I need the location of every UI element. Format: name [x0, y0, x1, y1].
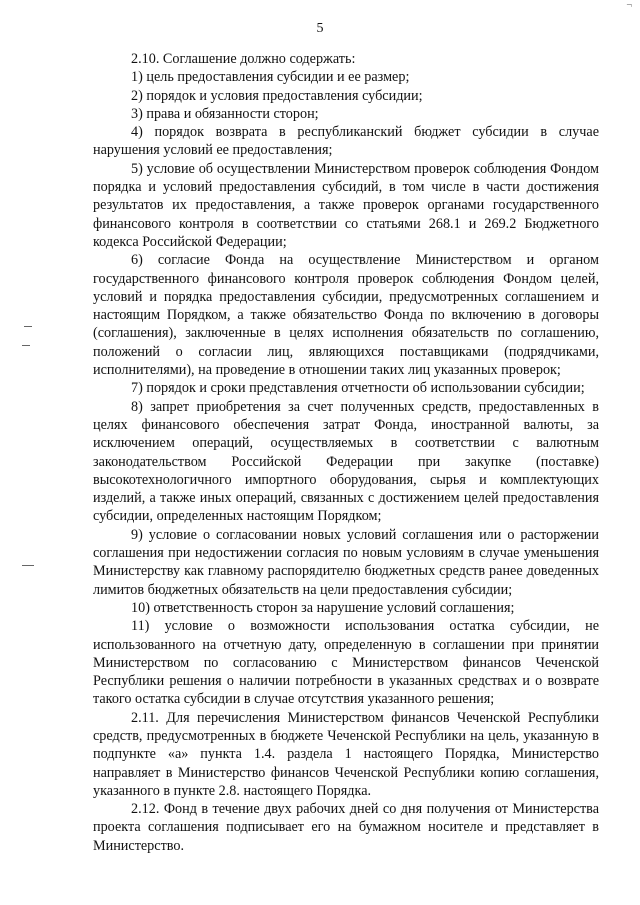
scan-mark	[24, 326, 32, 327]
paragraph: 8) запрет приобретения за счет полученных средств, предоставленных в целях финансового обеспечения затрат Фонда, иностранной валюты, за исключением операций, осуществляемых в соответствии с валютным законодательством Российской Федерации при закупке (поставке) высокотехнологичного импортного оборудования, сырья и комплектующих изделий, а также иных операций, связанных с достижением целей предоставления субсидии, определенных настоящим Порядком;	[93, 398, 599, 525]
paragraph: 2.12. Фонд в течение двух рабочих дней со дня получения от Министерства проекта соглашения подписывает его на бумажном носителе и представляет в Министерство.	[93, 801, 599, 854]
paragraph: 2.10. Соглашение должно содержать:	[131, 51, 356, 67]
paragraph: 10) ответственность сторон за нарушение условий соглашения;	[131, 599, 515, 616]
paragraph: 2) порядок и условия предоставления субсидии;	[131, 87, 423, 104]
page-number: 5	[316, 21, 324, 36]
paragraph: 6) согласие Фонда на осуществление Министерством и органом государственного финансового контроля проверок соблюдения Фондом целей, условий и порядка предоставления субсидии, предусмотренных соглашением и настоящим Порядком, а также обязательство Фонда по включению в договоры (соглашения), заключенные в целях исполнения обязательств по соглашению, положений о согласии лиц, являющихся поставщиками (подрядчиками, исполнителями), на проведение в отношении таких лиц указанных проверок;	[93, 252, 599, 379]
paragraph: 3) права и обязанности сторон;	[131, 105, 319, 122]
paragraph: 4) порядок возврата в республиканский бюджет субсидии в случае нарушения условий ее предоставления;	[93, 124, 599, 159]
scan-corner-mark: ¬	[626, 0, 632, 11]
paragraph: 5) условие об осуществлении Министерством проверок соблюдения Фондом порядка и условий предоставления субсидий, в том числе в части достижения результатов их предоставления, а также проверок органами государственного финансового контроля в соответствии со статьями 268.1 и 269.2 Бюджетного кодекса Российской Федерации;	[93, 160, 599, 250]
paragraph: 11) условие о возможности использования остатка субсидии, не использованного на отчетную дату, определенную в соглашении при принятии Министерством по согласованию с Министерством финансов Чеченской Республики решения о наличии потребности в указанных средствах и о возврате такого остатка субсидии в случае отсутствия указанного решения;	[93, 618, 599, 708]
scan-mark	[22, 565, 34, 566]
scan-mark	[22, 345, 30, 346]
document-body	[93, 50, 599, 855]
paragraph: 7) порядок и сроки представления отчетности об использовании субсидии;	[131, 380, 585, 397]
paragraph: 2.11. Для перечисления Министерством финансов Чеченской Республики средств, предусмотренных в бюджете Чеченской Республики на цель, указанную в подпункте «а» пункта 1.4. раздела 1 настоящего Порядка, Министерство направляет в Министерство финансов Чеченской Республики копию соглашения, указанного в пункте 2.8. настоящего Порядка.	[93, 709, 599, 799]
paragraph: 1) цель предоставления субсидии и ее размер;	[131, 69, 410, 86]
paragraph: 9) условие о согласовании новых условий соглашения или о расторжении соглашения при недостижении согласия по новым условиям в случае уменьшения Министерству как главному распорядителю бюджетных средств ранее доведенных лимитов бюджетных обязательств на цели предоставления субсидии;	[93, 526, 599, 598]
